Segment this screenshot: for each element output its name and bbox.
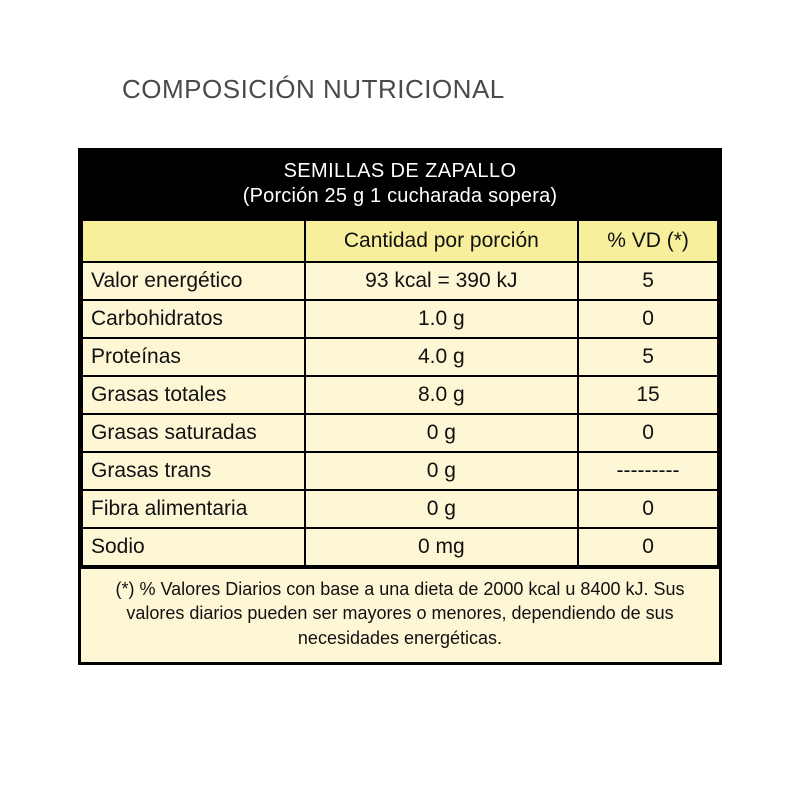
nutrient-amount: 4.0 g [305,338,578,376]
nutrient-amount: 93 kcal = 390 kJ [305,262,578,300]
nutrient-vd: 0 [578,300,718,338]
nutrient-amount: 1.0 g [305,300,578,338]
nutrient-vd: 0 [578,490,718,528]
nutrient-vd: 0 [578,528,718,566]
column-header-nutrient [82,220,305,262]
column-header-amount: Cantidad por porción [305,220,578,262]
nutrient-name: Carbohidratos [82,300,305,338]
nutrient-name: Valor energético [82,262,305,300]
nutrient-amount: 0 mg [305,528,578,566]
table-row [82,490,718,528]
column-header-vd: % VD (*) [578,220,718,262]
table-row [82,376,718,414]
nutrient-vd: 5 [578,262,718,300]
page-title: COMPOSICIÓN NUTRICIONAL [122,74,505,104]
table-row [82,452,718,490]
product-name: SEMILLAS DE ZAPALLO [283,160,517,182]
nutrient-name: Grasas trans [82,452,305,490]
nutrient-name: Proteínas [82,338,305,376]
nutrient-amount: 0 g [305,490,578,528]
daily-values-footnote: (*) % Valores Diarios con base a una dieta de 2000 kcal u 8400 kJ. Sus valores diarios pueden ser mayores o menores, dependiendo de sus necesidades energéticas. [81,567,719,662]
nutrient-vd: --------- [578,452,718,490]
column-header-row [82,220,718,262]
table-row [82,300,718,338]
table-header [81,151,719,219]
nutrient-vd: 0 [578,414,718,452]
table-row [82,338,718,376]
table-row [82,262,718,300]
nutrient-amount: 0 g [305,452,578,490]
table-row [82,414,718,452]
nutrient-vd: 15 [578,376,718,414]
nutrient-name: Sodio [82,528,305,566]
table-row [82,528,718,566]
nutrient-amount: 0 g [305,414,578,452]
nutrient-vd: 5 [578,338,718,376]
nutrient-name: Fibra alimentaria [82,490,305,528]
nutrient-name: Grasas saturadas [82,414,305,452]
nutrient-amount: 8.0 g [305,376,578,414]
portion-size: (Porción 25 g 1 cucharada sopera) [242,185,558,207]
nutrients-grid [81,219,719,567]
nutrient-name: Grasas totales [82,376,305,414]
nutrition-facts-table [78,148,722,665]
